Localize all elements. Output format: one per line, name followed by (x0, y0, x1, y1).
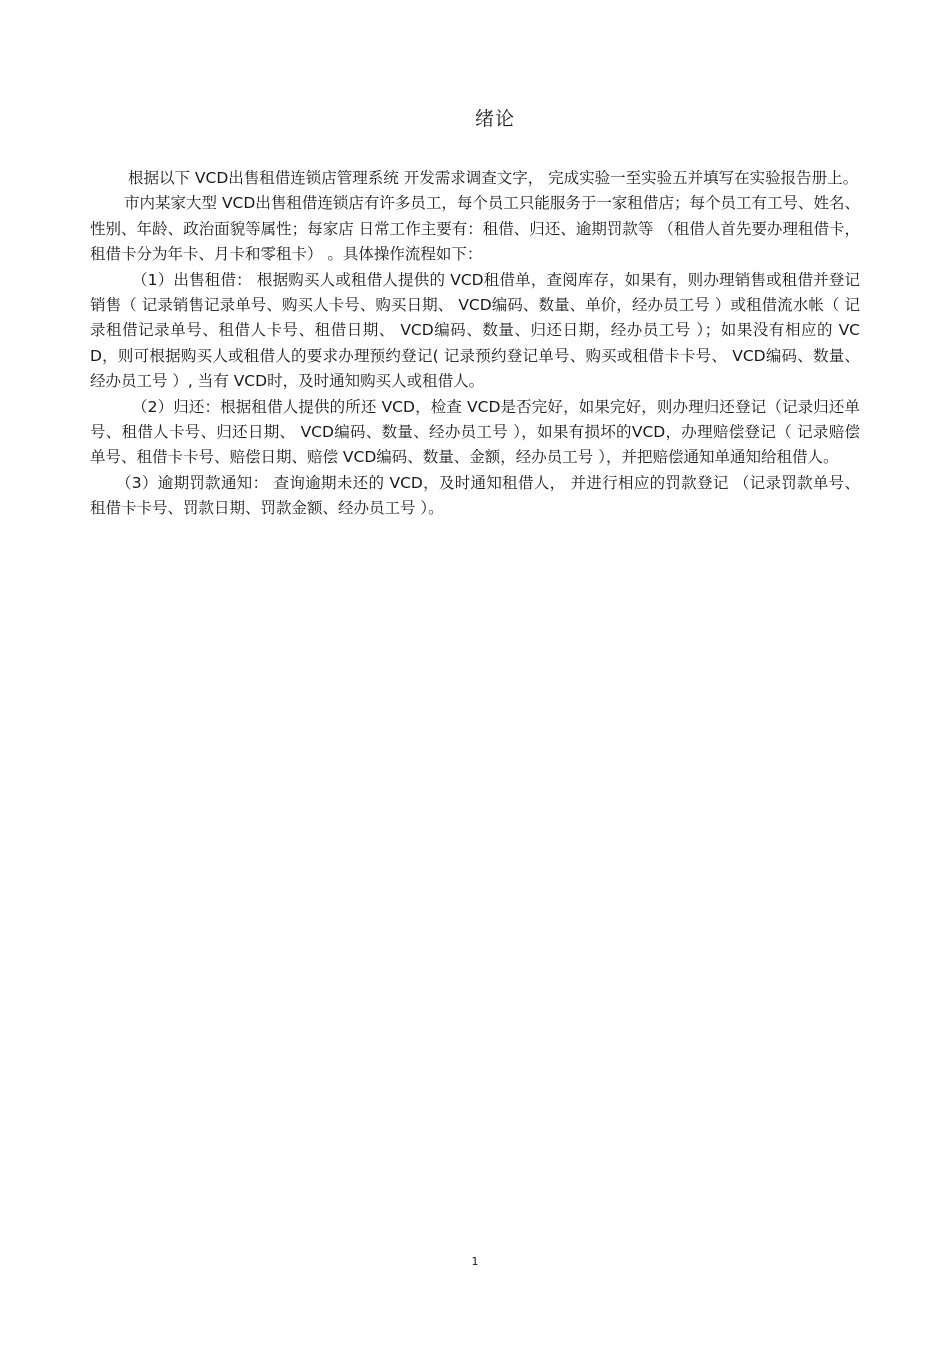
overdue-fine-paragraph: （3）逾期罚款通知： 查询逾期未还的 VCD，及时通知租借人， 并进行相应的罚款登记 （记录罚款单号、租借卡卡号、罚款日期、罚款金额、经办员工号 ）。 (90, 473, 860, 518)
body-text (90, 166, 860, 522)
background-paragraph: 市内某家大型 VCD出售租借连锁店有许多员工，每个员工只能服务于一家租借店；每个员工有工号、姓名、性别、年龄、政治面貌等属性；每家店 日常工作主要有：租借、归还、逾期罚款等 （租借人首先要办理租借卡，租借卡分为年卡、月卡和零租卡） 。具体操作流程如下： (90, 194, 860, 264)
page-number: 1 (471, 1255, 479, 1268)
return-paragraph: （2）归还：根据租借人提供的所还 VCD，检查 VCD是否完好，如果完好，则办理归还登记（记录归还单号、租借人卡号、归还日期、 VCD编码、数量、经办员工号 ），如果有损坏的VCD，办理赔偿登记（ 记录赔偿单号、租借卡卡号、赔偿日期、赔偿 VCD编码、数量、金额，经办员工号 ），并把赔偿通知单通知给租借人。 (90, 397, 860, 467)
sale-rental-paragraph: （1）出售租借： 根据购买人或租借人提供的 VCD租借单，查阅库存，如果有，则办理销售或租借并登记销售（ 记录销售记录单号、购买人卡号、购买日期、 VCD编码、数量、单价，经办员工号 ）或租借流水帐（ 记录租借记录单号、租借人卡号、租借日期、 VCD编码、数量、归还日期，经办员工号 ）；如果没有相应的 VCD，则可根据购买人或租借人的要求办理预约登记( 记录预约登记单号、购买或租借卡卡号、 VCD编码、数量、经办员工号 ）, 当有 VCD时，及时通知购买人或租借人。 (90, 270, 860, 391)
intro-paragraph: 根据以下 VCD出售租借连锁店管理系统 开发需求调查文字， 完成实验一至实验五并填写在实验报告册上。 (128, 169, 859, 187)
page-title: 绪论 (474, 108, 515, 130)
